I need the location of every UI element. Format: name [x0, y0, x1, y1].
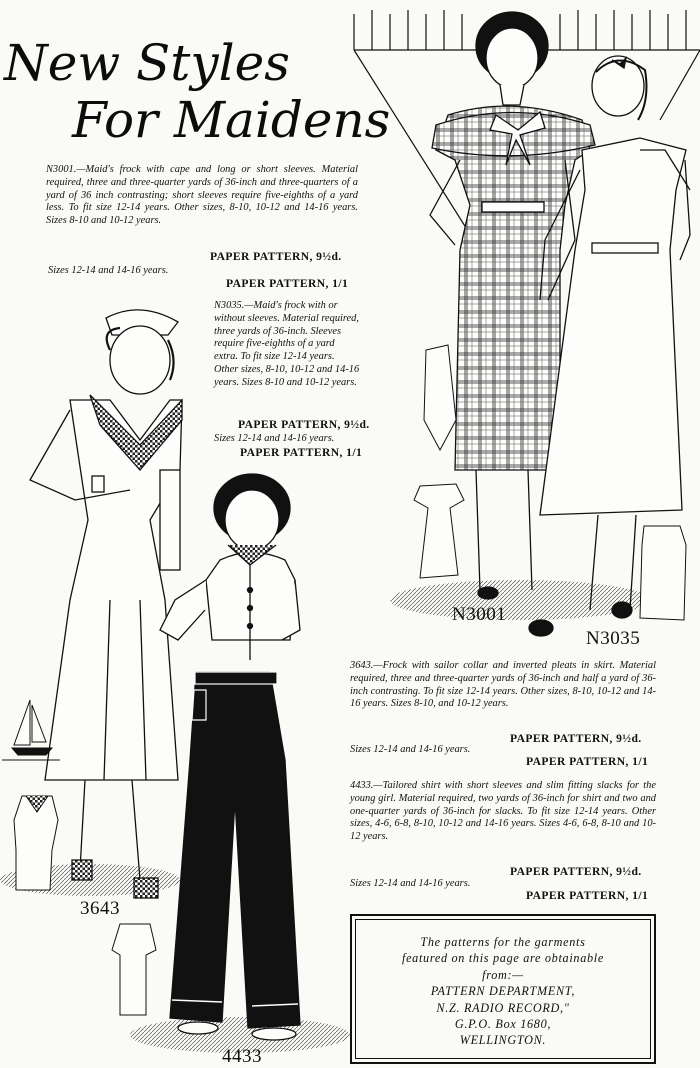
pattern-4433-price-small: PAPER PATTERN, 9½d. [510, 865, 642, 878]
pattern-4433-description: 4433.—Tailored shirt with short sleeves and slim fitting slacks for the young girl. Material required, two yards of 36-inch for shirt and two and one-quarter yards of 36-inch for slacks. To fit size 12-14 years. Other sizes, 4-6, 6-8, 8-10, 10-12 and 14-16 years. Sizes 4-6, 6-8, 8-10 and 10-12 years. [350, 780, 656, 843]
pattern-n3035-description: N3035.—Maid's frock with or without sleeves. Material required, three yards of 36-inch. Sleeves require five-eighths of a yard extra. To fit size 12-14 years. Other sizes, 8-10, 10-12 and 14-16 years. Sizes 8-10 and 10-12 years. [214, 300, 360, 388]
pattern-n3001-price-small: PAPER PATTERN, 9½d. [210, 250, 342, 263]
pattern-n3035-sizes-large: Sizes 12-14 and 14-16 years. [214, 433, 335, 444]
order-info-line-7: WELLINGTON. [459, 1033, 547, 1048]
pattern-4433-sizes-large: Sizes 12-14 and 14-16 years. [350, 878, 471, 889]
page-title-line-1: New Styles [4, 34, 290, 92]
pattern-3643-description: 3643.—Frock with sailor collar and inverted pleats in skirt. Material required, three and three-quarter yards of 36-inch and half a yard of 36-inch contrasting. To fit size 12-14 years. Other sizes, 8-10, 10-12 and 14-16 years. Sizes 8-10, and 10-12 years. [350, 660, 656, 710]
order-info-line-3: from:— [482, 967, 524, 982]
pattern-n3001-description: N3001.—Maid's frock with cape and long or short sleeves. Material required, three and three-quarter yards of 36-inch and three-quarters of a yard of 36 inch contrasting; short sleeves require five-eighths of a yard less. To fit size 12-14 years. Other sizes, 8-10, 10-12 and 14-16 years. Sizes 8-10 and 10-12 years. [46, 164, 358, 227]
figure-label-n3035: N3035 [586, 628, 641, 649]
pattern-4433-price-large: PAPER PATTERN, 1/1 [526, 889, 649, 902]
figure-label-n3001: N3001 [452, 604, 507, 625]
flat-sketch-4433 [112, 924, 156, 1015]
pattern-n3001-sizes-large: Sizes 12-14 and 14-16 years. [48, 265, 169, 276]
order-info-box-inner [355, 919, 651, 1059]
pattern-3643-sizes-large: Sizes 12-14 and 14-16 years. [350, 744, 471, 755]
pattern-n3001-price-large: PAPER PATTERN, 1/1 [226, 277, 349, 290]
order-info-line-4: PATTERN DEPARTMENT, [430, 984, 576, 999]
figure-label-3643: 3643 [80, 898, 120, 919]
order-info-line-5: N.Z. RADIO RECORD," [436, 1000, 570, 1015]
order-info-line-2: featured on this page are obtainable [401, 951, 604, 966]
figure-4433 [160, 474, 300, 1040]
pattern-3643-price-small: PAPER PATTERN, 9½d. [510, 732, 642, 745]
page-title-line-2: For Maidens [72, 91, 391, 149]
pattern-3643-price-large: PAPER PATTERN, 1/1 [526, 755, 649, 768]
order-info-box [350, 914, 656, 1064]
order-info-line-6: G.P.O. Box 1680, [454, 1017, 552, 1032]
pattern-n3035-price-large: PAPER PATTERN, 1/1 [240, 446, 363, 459]
pattern-n3035-price-small: PAPER PATTERN, 9½d. [238, 418, 370, 431]
flat-sketch-n3001 [414, 484, 464, 578]
order-info-line-1: The patterns for the garments [420, 935, 586, 949]
figure-label-4433: 4433 [222, 1046, 262, 1067]
